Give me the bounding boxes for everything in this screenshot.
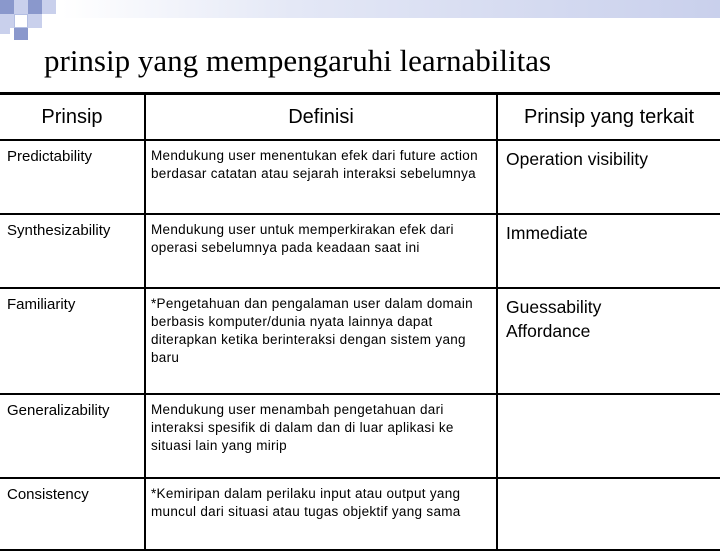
deco-square — [14, 14, 28, 28]
table-row — [0, 394, 720, 478]
cell-prinsip: Familiarity — [0, 288, 145, 394]
cell-prinsip: Consistency — [0, 478, 145, 550]
column-header-prinsip: Prinsip — [0, 95, 145, 140]
table-row — [0, 288, 720, 394]
decorative-squares — [0, 0, 720, 40]
cell-prinsip-terkait — [497, 478, 720, 550]
principles-table — [0, 95, 720, 551]
table-header-row — [0, 95, 720, 140]
cell-prinsip-terkait — [497, 140, 720, 214]
table-row — [0, 478, 720, 550]
cell-prinsip-terkait — [497, 288, 720, 394]
cell-prinsip: Generalizability — [0, 394, 145, 478]
deco-bar — [62, 0, 720, 18]
cell-prinsip: Synthesizability — [0, 214, 145, 288]
deco-square — [0, 28, 10, 34]
column-header-definisi: Definisi — [145, 95, 497, 140]
cell-definisi: *Kemiripan dalam perilaku input atau output yang muncul dari situasi atau tugas objektif yang sama — [145, 478, 497, 550]
table-row — [0, 140, 720, 214]
deco-square — [14, 0, 28, 14]
related-principle: Operation visibility — [506, 149, 648, 169]
cell-definisi: Mendukung user untuk memperkirakan efek dari operasi sebelumnya pada keadaan saat ini — [145, 214, 497, 288]
deco-square — [28, 14, 42, 28]
related-principle: Affordance — [506, 321, 591, 341]
cell-definisi: Mendukung user menambah pengetahuan dari interaksi spesifik di dalam dan di luar aplikasi ke situasi lain yang mirip — [145, 394, 497, 478]
deco-square — [14, 28, 28, 40]
cell-prinsip-terkait — [497, 394, 720, 478]
page-title: prinsip yang mempengaruhi learnabilitas — [44, 43, 552, 78]
deco-square — [28, 0, 42, 14]
column-header-prinsip-terkait: Prinsip yang terkait — [497, 95, 720, 140]
related-principle: Immediate — [506, 223, 588, 243]
deco-square — [0, 0, 14, 14]
deco-square — [0, 14, 14, 28]
deco-square — [42, 0, 56, 14]
related-principle: Guessability — [506, 297, 602, 317]
cell-prinsip: Predictability — [0, 140, 145, 214]
cell-definisi: *Pengetahuan dan pengalaman user dalam domain berbasis komputer/dunia nyata lainnya dapat diterapkan ketika berinteraksi dengan sistem yang baru — [145, 288, 497, 394]
cell-definisi: Mendukung user menentukan efek dari future action berdasar catatan atau sejarah interaksi sebelumnya — [145, 140, 497, 214]
table-row — [0, 214, 720, 288]
cell-prinsip-terkait — [497, 214, 720, 288]
